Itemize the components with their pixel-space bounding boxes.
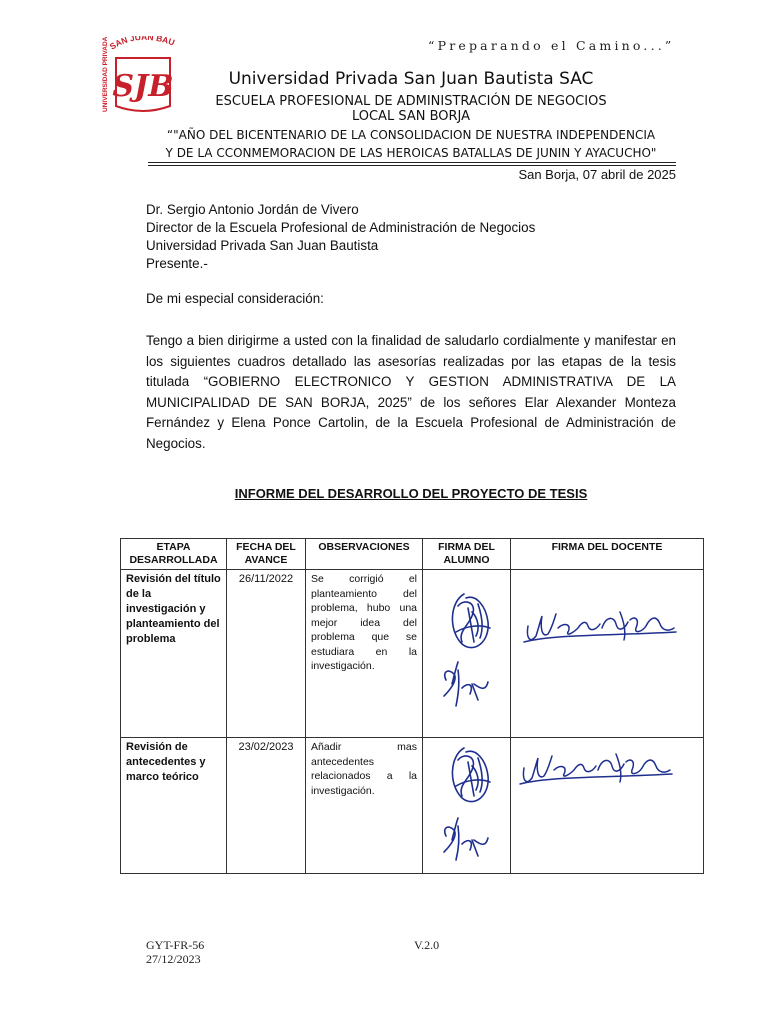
logo-arc-text: SAN JUAN BAU: [107, 36, 176, 52]
header-stage: ETAPA DESARROLLADA: [121, 539, 227, 570]
header-motto: “Preparando el Camino...”: [428, 38, 675, 53]
row-observations: Añadir mas antecedentes relacionados a la investigación.: [306, 738, 423, 874]
report-table: [120, 538, 704, 874]
teacher-signature: [516, 740, 709, 866]
school-name: [0, 94, 768, 124]
recipient-line: Presente.-: [146, 256, 208, 271]
footer-code: GYT-FR-56: [146, 938, 205, 952]
footer-version: V.2.0: [414, 938, 440, 952]
teacher-signature-cell: [511, 570, 704, 738]
student-signature-cell: [423, 570, 511, 738]
year-line-1: “"AÑO DEL BICENTENARIO DE LA CONSOLIDACION DE NUESTRA INDEPENDENCIA: [166, 128, 656, 142]
header-divider-double: [148, 165, 676, 166]
row-stage: Revisión del título de la investigación y planteamiento del problema: [121, 570, 227, 738]
recipient-block: [146, 201, 535, 273]
student-signature: [428, 740, 516, 866]
report-title: INFORME DEL DESARROLLO DEL PROYECTO DE TESIS: [234, 486, 588, 501]
header-student-signature: FIRMA DEL ALUMNO: [423, 539, 511, 570]
row-stage: Revisión de antecedentes y marco teórico: [121, 738, 227, 874]
student-signature: [428, 572, 516, 730]
recipient-line: Universidad Privada San Juan Bautista: [146, 238, 379, 253]
row-observations: Se corrigió el planteamiento del problema, hubo una mejor idea del problema que se estudiara en la investigación.: [306, 570, 423, 738]
recipient-line: Dr. Sergio Antonio Jordán de Vivero: [146, 202, 359, 217]
school-name-line: ESCUELA PROFESIONAL DE ADMINISTRACIÓN DE NEGOCIOS: [215, 94, 607, 109]
university-name: Universidad Privada San Juan Bautista SAC: [228, 69, 594, 89]
letter-body: Tengo a bien dirigirme a usted con la finalidad de saludarlo cordialmente y manifestar en los siguientes cuadros detallado las asesorías realizadas por las etapas de la tesis titulada “GOBIERNO ELECTRONICO Y GESTION ADMINISTRATIVA DE LA MUNICIPALIDAD DE SAN BORJA, 2025” de los señores Elar Alexander Monteza Fernández y Elena Ponce Cartolin, de la Escuela Profesional de Administración de Negocios.: [146, 333, 676, 451]
svg-text:SAN JUAN BAUTISTA: [98, 36, 176, 52]
official-year-name: [0, 126, 768, 162]
header-date: FECHA DEL AVANCE: [227, 539, 306, 570]
recipient-line: Director de la Escuela Profesional de Administración de Negocios: [146, 220, 536, 235]
footer-document-code: [146, 938, 204, 966]
table-row: [121, 738, 704, 874]
header-divider: [148, 162, 676, 163]
row-date: 23/02/2023: [227, 738, 306, 874]
year-line-2: Y DE LA CCONMEMORACION DE LAS HEROICAS BATALLAS DE JUNIN Y AYACUCHO": [165, 146, 657, 160]
student-signature-cell: [423, 738, 511, 874]
teacher-signature: [516, 572, 709, 730]
logo-monogram: SJB: [112, 69, 174, 104]
table-row: [121, 570, 704, 738]
letter-date: San Borja, 07 abril de 2025: [518, 167, 676, 182]
footer-code-date: 27/12/2023: [146, 952, 201, 966]
letter-greeting: De mi especial consideración:: [146, 291, 324, 306]
header-teacher-signature: FIRMA DEL DOCENTE: [511, 539, 704, 570]
campus-name: LOCAL SAN BORJA: [351, 109, 471, 124]
teacher-signature-cell: [511, 738, 704, 874]
table-header-row: [121, 539, 704, 570]
row-date: 26/11/2022: [227, 570, 306, 738]
header-observations: OBSERVACIONES: [306, 539, 423, 570]
logo-side-text: UNIVERSIDAD PRIVADA: [102, 36, 109, 112]
